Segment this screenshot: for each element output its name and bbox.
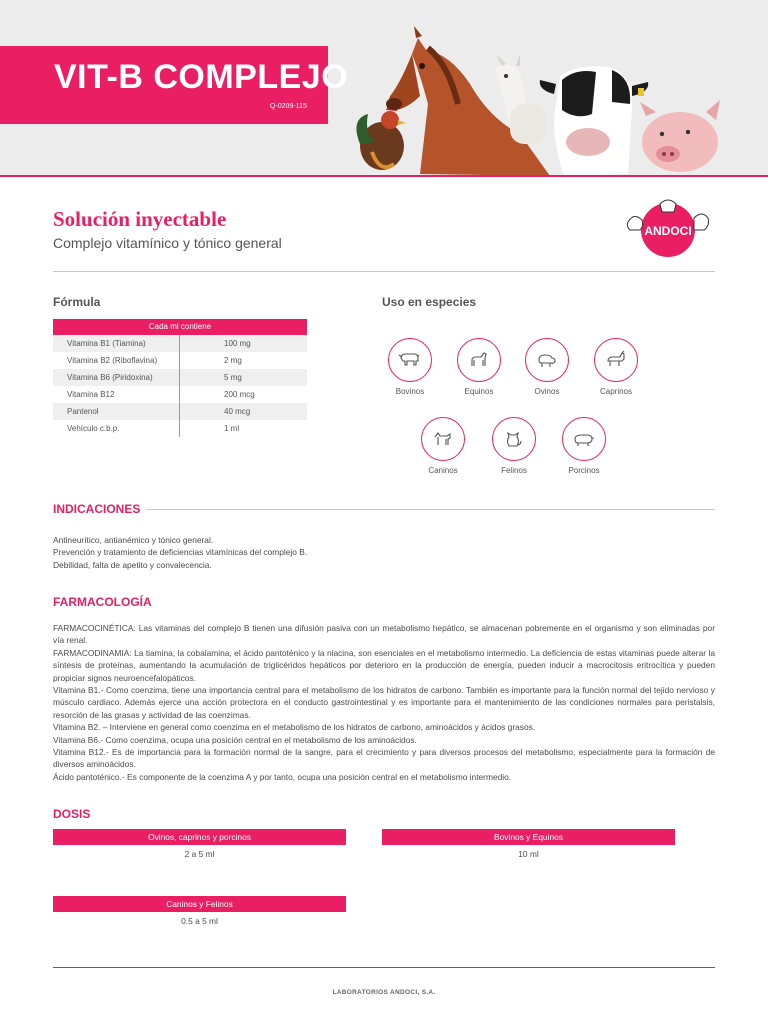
farmacologia-paragraph: Vitamina B2. – Interviene en general como coenzima en el metabolismo de los hidratos de carbono, aminoácidos y ácidos grasos. [53, 722, 536, 733]
sheep-icon [534, 348, 560, 372]
indicacion-line: Debilidad, falta de apetito y convalecencia. [53, 559, 212, 570]
formula-row [53, 420, 307, 437]
dose-ovinos-caprinos-porcinos [53, 829, 346, 859]
ingredient-name: Vitamina B1 (Tiamina) [53, 335, 180, 352]
species-label: Ovinos [534, 387, 560, 396]
ingredient-amount: 200 mcg [224, 390, 255, 399]
species-badge [594, 338, 638, 382]
species-equinos [448, 338, 510, 396]
formula-table [53, 319, 307, 437]
farmacologia-paragraph: Ácido pantoténico.- Es componente de la coenzima A y por tanto, ocupa una posición central en el metabolismo intermedio. [53, 771, 512, 782]
farmacologia-paragraph: FARMACOCINÉTICA: Las vitaminas del complejo B tienen una difusión pasiva con un metabolismo hepático, se almacenan pobremente en el organismo y son eliminadas por vía renal. [53, 623, 715, 646]
goat-icon [603, 348, 629, 372]
formula-table-header: Cada ml contiene [53, 319, 307, 335]
farmacologia-paragraph: FARMACODINAMIA: La tiamina, la cobalamina, el ácido pantoténico y la niacina, son esenciales en el metabolismo intermedio. La deficiencia de estas vitaminas puede alterar la síntesis de proteínas, aumentando la acumulación de triglicéridos hepáticos por deterioro en la producción de energía, pueden inducir a macrocitosis eritrocítica y pueden propiciar signos neuroencefalopáticos. [53, 647, 715, 683]
dog-icon [430, 427, 456, 451]
species-label: Porcinos [568, 466, 600, 475]
dose-label: Bovinos y Equinos [382, 829, 675, 845]
species-ovinos [516, 338, 578, 396]
ingredient-name: Pantenol [53, 403, 180, 420]
species-badge [562, 417, 606, 461]
formula-heading: Fórmula [53, 295, 101, 309]
indicacion-line: Prevención y tratamiento de deficiencias vitamínicas del complejo B. [53, 547, 308, 558]
indicaciones-divider [146, 509, 715, 510]
dose-value: 0.5 a 5 ml [181, 916, 218, 926]
formula-row [53, 369, 307, 386]
species-label: Bovinos [395, 387, 425, 396]
dose-value: 2 a 5 ml [184, 849, 215, 859]
ingredient-amount: 1 ml [224, 424, 240, 433]
formula-row [53, 352, 307, 369]
species-label: Caprinos [599, 387, 632, 396]
species-caprinos [585, 338, 647, 396]
product-title: VIT-B COMPLEJO [54, 58, 349, 96]
species-caninos [412, 417, 474, 475]
formula-row [53, 386, 307, 403]
ingredient-name: Vitamina B12 [53, 386, 180, 403]
pig-icon [571, 427, 597, 451]
species-label: Equinos [464, 387, 494, 396]
ingredient-amount: 5 mg [224, 373, 242, 382]
cow-icon [397, 348, 423, 372]
indicaciones-heading: INDICACIONES [53, 502, 141, 516]
farmacologia-heading: FARMACOLOGÍA [53, 595, 152, 609]
farmacologia-paragraph: Vitamina B12.- Es de importancia para la formación normal de la sangre, para el crecimiento y para diversos procesos del metabolismo, especialmente para la formación de diversos aminoácidos. [53, 747, 715, 770]
ingredient-amount: 40 mcg [224, 407, 251, 416]
dosis-heading: DOSIS [53, 807, 91, 821]
dose-label: Caninos y Felinos [53, 896, 346, 912]
rooster-icon [356, 103, 406, 170]
dose-caninos-felinos [53, 896, 346, 926]
horse-icon [466, 348, 492, 372]
dose-bovinos-equinos [382, 829, 675, 859]
dose-value: 10 ml [518, 849, 539, 859]
ingredient-amount: 2 mg [224, 356, 242, 365]
species-label: Caninos [428, 466, 458, 475]
species-bovinos [379, 338, 441, 396]
species-heading: Uso en especies [382, 295, 477, 309]
ingredient-name: Vitamina B6 (Piridoxina) [53, 369, 180, 386]
indicacion-line: Antineurítico, antianémico y tónico general. [53, 535, 214, 545]
farmacologia-text [53, 622, 715, 783]
svg-text:ANDOCI: ANDOCI [644, 224, 692, 238]
dose-label: Ovinos, caprinos y porcinos [53, 829, 346, 845]
logo-icon [622, 196, 714, 260]
farmacologia-paragraph: Vitamina B1.- Como coenzima, tiene una importancia central para el metabolismo de los hidratos de carbono. También es importante para la función normal del tejido nervioso y músculo cardiaco. Además ejerce una acción protectora en el conducto gastrointestinal y es importante para el mantenimiento de las condiciones normales para peristalsis, resorción de las grasas y actividad de las coenzimas. [53, 685, 715, 720]
ingredient-amount: 100 mg [224, 339, 251, 348]
andoci-logo [622, 196, 714, 260]
indicaciones-text [53, 534, 307, 571]
species-badge [492, 417, 536, 461]
species-badge [421, 417, 465, 461]
species-label: Felinos [501, 466, 527, 475]
presentation-subtitle: Complejo vitamínico y tónico general [53, 235, 282, 251]
product-code: Q-0209-115 [270, 103, 307, 110]
intro-divider [53, 271, 715, 272]
species-felinos [483, 417, 545, 475]
ingredient-name: Vitamina B2 (Riboflavina) [53, 352, 180, 369]
footer-divider [53, 967, 715, 968]
formula-row [53, 403, 307, 420]
species-badge [457, 338, 501, 382]
species-porcinos [553, 417, 615, 475]
ingredient-name: Vehículo c.b.p. [53, 420, 180, 437]
formula-row [53, 335, 307, 352]
animals-illustration [350, 24, 760, 176]
footer-text: LABORATORIOS ANDOCI, S.A. [332, 989, 436, 996]
header-accent-line [0, 175, 768, 177]
presentation-title: Solución inyectable [53, 207, 227, 231]
cow-icon [540, 66, 648, 176]
cat-icon [501, 427, 527, 451]
farmacologia-paragraph: Vitamina B6.- Como coenzima, ocupa una posición central en el metabolismo de los aminoácidos. [53, 734, 417, 745]
species-badge [525, 338, 569, 382]
species-badge [388, 338, 432, 382]
pig-icon [640, 100, 720, 172]
